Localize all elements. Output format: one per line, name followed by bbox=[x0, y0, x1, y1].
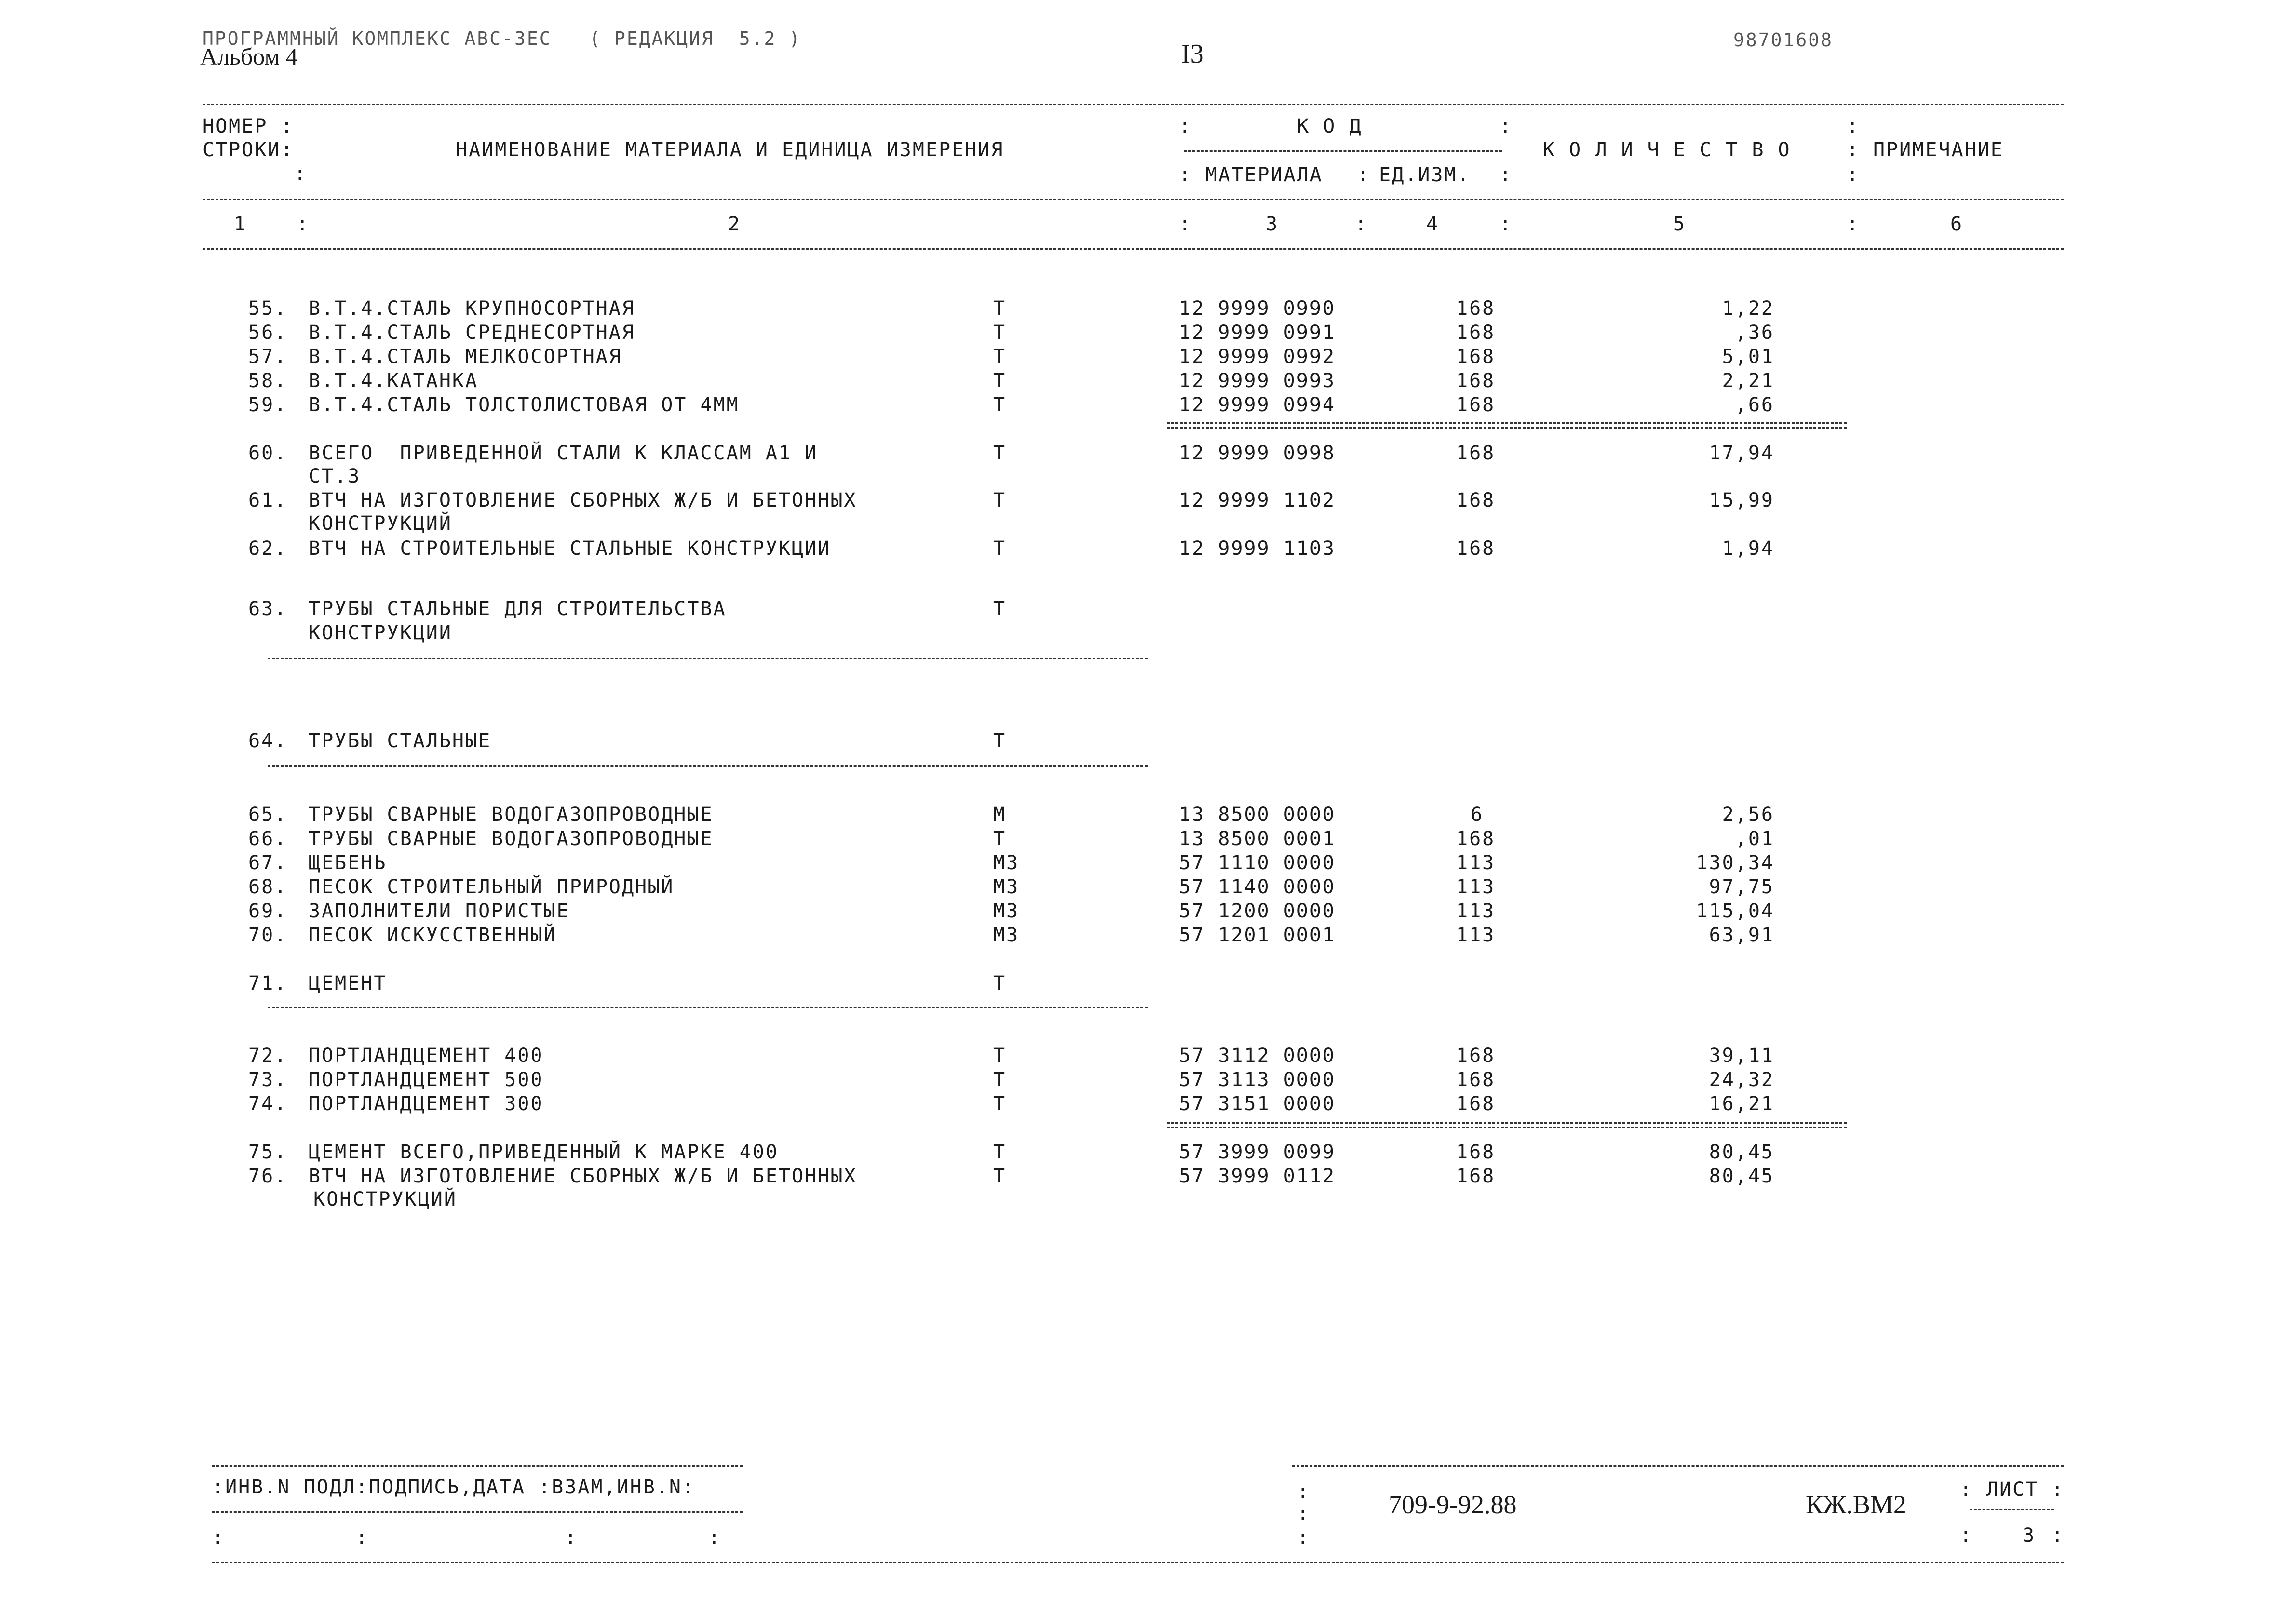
row-number: 72. bbox=[248, 1045, 288, 1067]
code-material-header: МАТЕРИАЛА bbox=[1205, 164, 1323, 186]
row-quantity: 97,75 bbox=[1709, 876, 1774, 898]
title-block-colon-3: : bbox=[1297, 1527, 1309, 1549]
row-name: В.Т.4.СТАЛЬ СРЕДНЕСОРТНАЯ bbox=[309, 322, 635, 344]
group-rule-63 bbox=[268, 658, 1148, 659]
col-number-3: 3 bbox=[1266, 213, 1279, 235]
row-quantity: 24,32 bbox=[1709, 1069, 1774, 1091]
row-unit-code: 168 bbox=[1456, 1045, 1496, 1067]
document-number: 709-9-92.88 bbox=[1389, 1490, 1517, 1519]
row-unit: Т bbox=[993, 972, 1007, 994]
row-quantity: 2,21 bbox=[1722, 370, 1774, 392]
row-unit-code: 168 bbox=[1456, 322, 1496, 344]
code-header-title: К О Д bbox=[1297, 115, 1363, 137]
row-quantity: 80,45 bbox=[1709, 1141, 1774, 1163]
code-colon-left-2: : bbox=[1179, 164, 1191, 186]
row-unit-code: 168 bbox=[1456, 1165, 1496, 1187]
row-name: В.Т.4.СТАЛЬ ТОЛСТОЛИСТОВАЯ ОТ 4ММ bbox=[309, 394, 740, 416]
col-number-colon-2: : bbox=[1179, 213, 1191, 235]
row-name: ЩЕБЕНЬ bbox=[309, 852, 387, 874]
row-unit-code: 168 bbox=[1456, 346, 1496, 368]
col-number-colon-1: : bbox=[297, 213, 309, 235]
row-name: ЦЕМЕНТ ВСЕГО,ПРИВЕДЕННЫЙ К МАРКЕ 400 bbox=[309, 1141, 779, 1163]
group-rule-71 bbox=[268, 1007, 1148, 1008]
row-quantity: 15,99 bbox=[1709, 489, 1774, 511]
row-name: ВТЧ НА СТРОИТЕЛЬНЫЕ СТАЛЬНЫЕ КОНСТРУКЦИИ bbox=[309, 537, 831, 560]
col-number-colon-3: : bbox=[1355, 213, 1367, 235]
code-colon-left-1: : bbox=[1179, 115, 1191, 137]
row-name: ВСЕГО ПРИВЕДЕННОЙ СТАЛИ К КЛАССАМ А1 И bbox=[309, 442, 818, 464]
row-unit: Т bbox=[993, 1045, 1007, 1067]
row-unit: Т bbox=[993, 442, 1007, 464]
col-number-1: 1 bbox=[234, 213, 247, 235]
stamp-cells: : : : : bbox=[212, 1527, 722, 1549]
row-number: 58. bbox=[248, 370, 288, 392]
col1-header-line2: СТРОКИ: bbox=[203, 139, 294, 161]
sheet-colon-left-2: : bbox=[1960, 1524, 1972, 1546]
row-material-code: 12 9999 0991 bbox=[1179, 322, 1336, 344]
row-unit-code: 168 bbox=[1456, 297, 1496, 320]
row-quantity: 1,22 bbox=[1722, 297, 1774, 320]
row-material-code: 57 3999 0099 bbox=[1179, 1141, 1336, 1163]
row-quantity: 80,45 bbox=[1709, 1165, 1774, 1187]
row-number: 59. bbox=[248, 394, 288, 416]
row-material-code: 12 9999 1102 bbox=[1179, 489, 1336, 511]
row-quantity: 130,34 bbox=[1696, 852, 1774, 874]
sheet-divider bbox=[1970, 1509, 2054, 1510]
row-number: 74. bbox=[248, 1093, 288, 1115]
row-unit: М3 bbox=[993, 900, 1020, 922]
row-material-code: 57 1200 0000 bbox=[1179, 900, 1336, 922]
row-unit-code: 113 bbox=[1456, 924, 1496, 946]
row-unit-code: 168 bbox=[1456, 1093, 1496, 1115]
col2-header-title: НАИМЕНОВАНИЕ МАТЕРИАЛА И ЕДИНИЦА ИЗМЕРЕНИЯ bbox=[456, 139, 1004, 161]
row-unit: Т bbox=[993, 370, 1007, 392]
header-bottom-rule bbox=[203, 248, 2064, 250]
row-unit: Т bbox=[993, 1141, 1007, 1163]
row-unit-code: 168 bbox=[1456, 828, 1496, 850]
row-quantity: 5,01 bbox=[1722, 346, 1774, 368]
sheet-code: КЖ.ВМ2 bbox=[1806, 1490, 1906, 1519]
row-number: 71. bbox=[248, 972, 288, 994]
col-number-colon-5: : bbox=[1847, 213, 1859, 235]
quantity-header: К О Л И Ч Е С Т В О bbox=[1543, 139, 1791, 161]
row-number: 70. bbox=[248, 924, 288, 946]
row-unit-code: 168 bbox=[1456, 1069, 1496, 1091]
row-material-code: 13 8500 0000 bbox=[1179, 804, 1336, 826]
row-unit-code: 168 bbox=[1456, 370, 1496, 392]
row-material-code: 12 9999 0990 bbox=[1179, 297, 1336, 320]
row-name: ТРУБЫ СТАЛЬНЫЕ ДЛЯ СТРОИТЕЛЬСТВА bbox=[309, 598, 727, 620]
row-unit-code: 6 bbox=[1471, 804, 1484, 826]
row-material-code: 13 8500 0001 bbox=[1179, 828, 1336, 850]
row-material-code: 57 1110 0000 bbox=[1179, 852, 1336, 874]
stamp-mid-rule bbox=[212, 1511, 743, 1513]
row-number: 55. bbox=[248, 297, 288, 320]
row-name-continued: КОНСТРУКЦИЙ bbox=[309, 512, 452, 535]
code-colon-right-2: : bbox=[1499, 164, 1512, 186]
row-name: ПОРТЛАНДЦЕМЕНТ 400 bbox=[309, 1045, 544, 1067]
col1-header-line1: НОМЕР : bbox=[203, 115, 294, 137]
row-name: ПОРТЛАНДЦЕМЕНТ 300 bbox=[309, 1093, 544, 1115]
row-unit: Т bbox=[993, 537, 1007, 560]
note-colon-3: : bbox=[1847, 164, 1859, 186]
row-unit: Т bbox=[993, 1093, 1007, 1115]
row-unit-code: 168 bbox=[1456, 442, 1496, 464]
header-top-rule bbox=[203, 104, 2064, 105]
row-name: ПЕСОК ИСКУССТВЕННЫЙ bbox=[309, 924, 557, 946]
doc-code: 98701608 bbox=[1733, 29, 1834, 51]
row-name: ТРУБЫ СВАРНЫЕ ВОДОГАЗОПРОВОДНЫЕ bbox=[309, 828, 714, 850]
title-block-colon-2: : bbox=[1297, 1503, 1309, 1525]
row-unit-code: 168 bbox=[1456, 394, 1496, 416]
col-number-colon-4: : bbox=[1499, 213, 1512, 235]
row-quantity: 2,56 bbox=[1722, 804, 1774, 826]
title-block-top-rule bbox=[1292, 1465, 2064, 1467]
row-name: ВТЧ НА ИЗГОТОВЛЕНИЕ СБОРНЫХ Ж/Б И БЕТОННЫХ bbox=[309, 1165, 857, 1187]
row-material-code: 57 3999 0112 bbox=[1179, 1165, 1336, 1187]
row-name: В.Т.4.СТАЛЬ МЕЛКОСОРТНАЯ bbox=[309, 346, 622, 368]
note-colon-2: : bbox=[1847, 139, 1859, 161]
row-name: ВТЧ НА ИЗГОТОВЛЕНИЕ СБОРНЫХ Ж/Б И БЕТОННЫХ bbox=[309, 489, 857, 511]
row-number: 73. bbox=[248, 1069, 288, 1091]
row-name: ЗАПОЛНИТЕЛИ ПОРИСТЫЕ bbox=[309, 900, 570, 922]
row-number: 67. bbox=[248, 852, 288, 874]
row-number: 65. bbox=[248, 804, 288, 826]
col-number-5: 5 bbox=[1673, 213, 1687, 235]
sheet-colon-right-2: : bbox=[2052, 1524, 2064, 1546]
row-unit: М3 bbox=[993, 852, 1020, 874]
row-quantity: 16,21 bbox=[1709, 1093, 1774, 1115]
row-material-code: 57 1201 0001 bbox=[1179, 924, 1336, 946]
row-unit: М3 bbox=[993, 924, 1020, 946]
cement-double-rule bbox=[1167, 1122, 1847, 1128]
group-rule-64 bbox=[268, 765, 1148, 767]
row-name-continued: КОНСТРУКЦИЙ bbox=[313, 1188, 457, 1210]
program-line: ПРОГРАММНЫЙ КОМПЛЕКС АВС-ЗЕС ( РЕДАКЦИЯ 5.2 ) bbox=[203, 28, 802, 49]
page-bottom-rule bbox=[212, 1562, 2064, 1563]
note-header: ПРИМЕЧАНИЕ bbox=[1873, 139, 2004, 161]
row-number: 69. bbox=[248, 900, 288, 922]
row-number: 56. bbox=[248, 322, 288, 344]
subtotal-double-rule bbox=[1167, 422, 1847, 429]
code-unit-header: ЕД.ИЗМ. bbox=[1379, 164, 1471, 186]
row-number: 63. bbox=[248, 598, 288, 620]
code-colon-right-1: : bbox=[1499, 115, 1512, 137]
sheet-colon-right-1: : bbox=[2052, 1478, 2064, 1501]
row-unit: Т bbox=[993, 346, 1007, 368]
row-unit: Т bbox=[993, 828, 1007, 850]
row-unit: Т bbox=[993, 322, 1007, 344]
row-quantity: 115,04 bbox=[1696, 900, 1774, 922]
row-quantity: 1,94 bbox=[1722, 537, 1774, 560]
col-number-4: 4 bbox=[1426, 213, 1440, 235]
row-material-code: 57 3112 0000 bbox=[1179, 1045, 1336, 1067]
row-number: 66. bbox=[248, 828, 288, 850]
row-material-code: 57 1140 0000 bbox=[1179, 876, 1336, 898]
row-unit: М3 bbox=[993, 876, 1020, 898]
row-name: ТРУБЫ СВАРНЫЕ ВОДОГАЗОПРОВОДНЫЕ bbox=[309, 804, 714, 826]
row-name: ТРУБЫ СТАЛЬНЫЕ bbox=[309, 730, 492, 752]
row-name: ПОРТЛАНДЦЕМЕНТ 500 bbox=[309, 1069, 544, 1091]
page-number: I3 bbox=[1181, 39, 1204, 69]
row-quantity: ,36 bbox=[1735, 322, 1774, 344]
row-number: 61. bbox=[248, 489, 288, 511]
header-mid-rule bbox=[203, 199, 2064, 200]
stamp-top-rule bbox=[212, 1465, 743, 1467]
row-number: 60. bbox=[248, 442, 288, 464]
row-material-code: 57 3113 0000 bbox=[1179, 1069, 1336, 1091]
row-material-code: 12 9999 1103 bbox=[1179, 537, 1336, 560]
row-name: В.Т.4.СТАЛЬ КРУПНОСОРТНАЯ bbox=[309, 297, 635, 320]
row-name-continued: КОНСТРУКЦИИ bbox=[309, 622, 452, 644]
row-number: 64. bbox=[248, 730, 288, 752]
row-material-code: 57 3151 0000 bbox=[1179, 1093, 1336, 1115]
row-number: 62. bbox=[248, 537, 288, 560]
note-colon-1: : bbox=[1847, 115, 1859, 137]
row-name-continued: СТ.3 bbox=[309, 465, 361, 487]
sheet-number: 3 bbox=[2023, 1524, 2036, 1546]
col-number-2: 2 bbox=[728, 213, 742, 235]
row-unit-code: 168 bbox=[1456, 489, 1496, 511]
row-material-code: 12 9999 0993 bbox=[1179, 370, 1336, 392]
row-name: ПЕСОК СТРОИТЕЛЬНЫЙ ПРИРОДНЫЙ bbox=[309, 876, 675, 898]
row-unit-code: 168 bbox=[1456, 1141, 1496, 1163]
row-number: 76. bbox=[248, 1165, 288, 1187]
sheet-label: ЛИСТ bbox=[1986, 1478, 2039, 1501]
row-quantity: 39,11 bbox=[1709, 1045, 1774, 1067]
row-quantity: 63,91 bbox=[1709, 924, 1774, 946]
sheet-colon-left-1: : bbox=[1960, 1478, 1972, 1501]
row-material-code: 12 9999 0994 bbox=[1179, 394, 1336, 416]
row-number: 57. bbox=[248, 346, 288, 368]
row-number: 68. bbox=[248, 876, 288, 898]
row-unit-code: 113 bbox=[1456, 852, 1496, 874]
code-colon-mid-2: : bbox=[1357, 164, 1369, 186]
row-number: 75. bbox=[248, 1141, 288, 1163]
title-block-colon-1: : bbox=[1297, 1481, 1309, 1503]
stamp-labels: :ИНВ.N ПОДЛ:ПОДПИСЬ,ДАТА :ВЗАМ,ИНВ.N: bbox=[212, 1476, 696, 1498]
row-name: ЦЕМЕНТ bbox=[309, 972, 387, 994]
row-material-code: 12 9999 0992 bbox=[1179, 346, 1336, 368]
row-name: В.Т.4.КАТАНКА bbox=[309, 370, 479, 392]
col-number-6: 6 bbox=[1950, 213, 1964, 235]
row-unit: М bbox=[993, 804, 1007, 826]
row-unit: Т bbox=[993, 394, 1007, 416]
col1-header-colon: : bbox=[294, 162, 306, 185]
row-unit: Т bbox=[993, 297, 1007, 320]
row-unit: Т bbox=[993, 1165, 1007, 1187]
row-unit: Т bbox=[993, 598, 1007, 620]
row-quantity: ,01 bbox=[1735, 828, 1774, 850]
row-unit-code: 168 bbox=[1456, 537, 1496, 560]
row-unit-code: 113 bbox=[1456, 900, 1496, 922]
code-header-divider bbox=[1184, 150, 1502, 152]
row-unit: Т bbox=[993, 730, 1007, 752]
row-unit: Т bbox=[993, 489, 1007, 511]
album-label: Альбом 4 bbox=[200, 43, 298, 70]
row-quantity: 17,94 bbox=[1709, 442, 1774, 464]
row-unit: Т bbox=[993, 1069, 1007, 1091]
row-unit-code: 113 bbox=[1456, 876, 1496, 898]
row-material-code: 12 9999 0998 bbox=[1179, 442, 1336, 464]
row-quantity: ,66 bbox=[1735, 394, 1774, 416]
